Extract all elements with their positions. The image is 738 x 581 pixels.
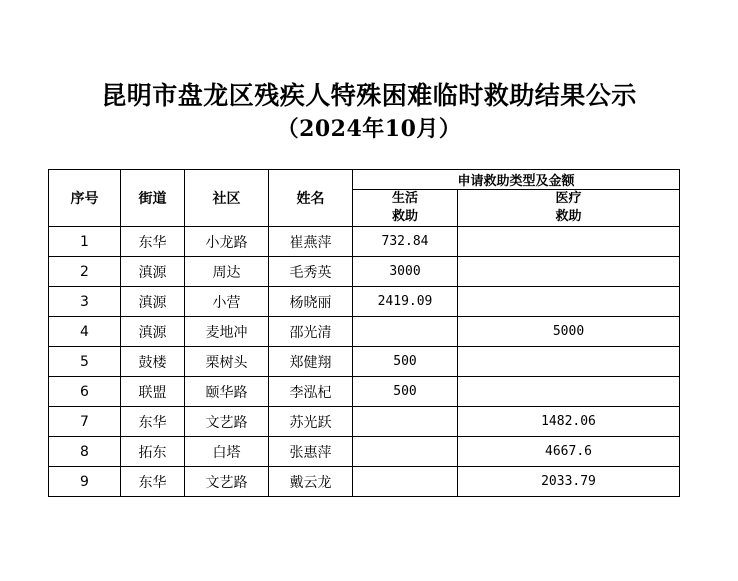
table-row xyxy=(49,437,680,467)
cell-living-amount: 2419.09 xyxy=(353,287,458,317)
cell-index: 8 xyxy=(49,437,121,467)
header-community: 社区 xyxy=(185,170,269,227)
cell-street: 东华 xyxy=(121,467,185,497)
cell-community: 文艺路 xyxy=(185,467,269,497)
cell-community: 颐华路 xyxy=(185,377,269,407)
table-row xyxy=(49,257,680,287)
cell-living-amount: 500 xyxy=(353,347,458,377)
cell-street: 东华 xyxy=(121,227,185,257)
cell-name: 戴云龙 xyxy=(269,467,353,497)
cell-living-amount xyxy=(353,437,458,467)
cell-name: 崔燕萍 xyxy=(269,227,353,257)
table-row xyxy=(49,227,680,257)
assistance-table xyxy=(48,169,680,497)
cell-living-amount xyxy=(353,467,458,497)
table-row xyxy=(49,377,680,407)
cell-name: 张惠萍 xyxy=(269,437,353,467)
cell-index: 3 xyxy=(49,287,121,317)
cell-index: 9 xyxy=(49,467,121,497)
cell-name: 毛秀英 xyxy=(269,257,353,287)
cell-medical-amount xyxy=(458,347,680,377)
cell-community: 小营 xyxy=(185,287,269,317)
table-row xyxy=(49,347,680,377)
cell-name: 郑健翔 xyxy=(269,347,353,377)
header-living-line1: 生活 xyxy=(391,191,418,206)
cell-community: 周达 xyxy=(185,257,269,287)
cell-index: 7 xyxy=(49,407,121,437)
cell-community: 文艺路 xyxy=(185,407,269,437)
cell-community: 白塔 xyxy=(185,437,269,467)
header-index: 序号 xyxy=(49,170,121,227)
cell-medical-amount: 4667.6 xyxy=(458,437,680,467)
header-medical-assistance xyxy=(458,190,680,227)
cell-street: 联盟 xyxy=(121,377,185,407)
cell-medical-amount xyxy=(458,377,680,407)
header-medical-line2: 救助 xyxy=(555,209,582,224)
table-row xyxy=(49,287,680,317)
cell-street: 滇源 xyxy=(121,287,185,317)
header-medical-line1: 医疗 xyxy=(555,191,582,206)
header-living-line2: 救助 xyxy=(391,209,418,224)
cell-index: 6 xyxy=(49,377,121,407)
cell-community: 栗树头 xyxy=(185,347,269,377)
cell-index: 5 xyxy=(49,347,121,377)
cell-living-amount: 732.84 xyxy=(353,227,458,257)
cell-street: 滇源 xyxy=(121,317,185,347)
cell-medical-amount: 2033.79 xyxy=(458,467,680,497)
cell-index: 1 xyxy=(49,227,121,257)
cell-street: 滇源 xyxy=(121,257,185,287)
cell-community: 小龙路 xyxy=(185,227,269,257)
table-row xyxy=(49,467,680,497)
table-row xyxy=(49,407,680,437)
cell-medical-amount xyxy=(458,257,680,287)
cell-index: 4 xyxy=(49,317,121,347)
cell-index: 2 xyxy=(49,257,121,287)
header-assistance-type: 申请救助类型及金额 xyxy=(353,170,680,190)
cell-living-amount xyxy=(353,317,458,347)
cell-name: 杨晓丽 xyxy=(269,287,353,317)
cell-living-amount: 3000 xyxy=(353,257,458,287)
cell-medical-amount: 5000 xyxy=(458,317,680,347)
cell-street: 东华 xyxy=(121,407,185,437)
header-living-assistance xyxy=(353,190,458,227)
cell-street: 拓东 xyxy=(121,437,185,467)
cell-name: 邵光清 xyxy=(269,317,353,347)
document-title: 昆明市盘龙区残疾人特殊困难临时救助结果公示 xyxy=(101,81,637,110)
cell-living-amount xyxy=(353,407,458,437)
cell-name: 苏光跃 xyxy=(269,407,353,437)
cell-medical-amount: 1482.06 xyxy=(458,407,680,437)
cell-medical-amount xyxy=(458,287,680,317)
header-name: 姓名 xyxy=(269,170,353,227)
cell-street: 鼓楼 xyxy=(121,347,185,377)
cell-living-amount: 500 xyxy=(353,377,458,407)
cell-community: 麦地冲 xyxy=(185,317,269,347)
cell-name: 李泓杞 xyxy=(269,377,353,407)
table-row xyxy=(49,317,680,347)
cell-medical-amount xyxy=(458,227,680,257)
document-subtitle: （2024年10月） xyxy=(276,116,462,142)
header-street: 街道 xyxy=(121,170,185,227)
